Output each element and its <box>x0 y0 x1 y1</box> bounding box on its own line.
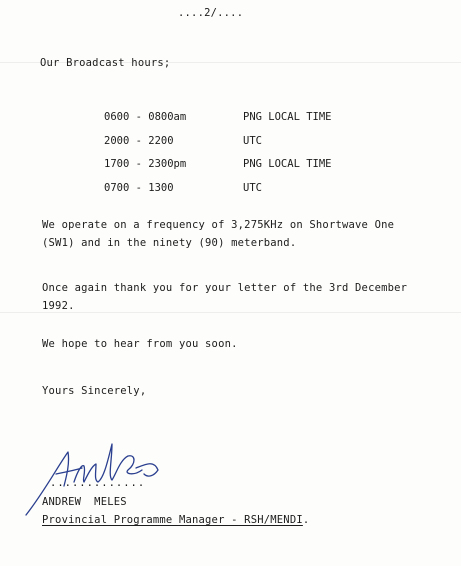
schedule-time: 0700 - 1300 <box>104 182 174 194</box>
schedule-zone: PNG LOCAL TIME <box>243 111 332 123</box>
signatory-title <box>42 513 309 527</box>
schedule-row <box>104 111 404 125</box>
valediction: Yours Sincerely, <box>42 385 147 397</box>
schedule-zone: UTC <box>243 182 262 194</box>
thanks-line: Once again thank you for your letter of the 3rd December <box>42 282 408 294</box>
schedule-zone: PNG LOCAL TIME <box>243 158 332 170</box>
schedule-row <box>104 158 404 172</box>
schedule-time: 0600 - 0800am <box>104 111 187 123</box>
schedule-time: 1700 - 2300pm <box>104 158 187 170</box>
frequency-line: (SW1) and in the ninety (90) meterband. <box>42 237 297 249</box>
intro-line: Our Broadcast hours; <box>40 57 171 69</box>
page-marker: ....2/.... <box>178 7 244 19</box>
signatory-title-main: Provincial Programme Manager - RSH/MENDI <box>42 514 303 526</box>
signatory-title-end: . <box>302 514 310 526</box>
frequency-line: We operate on a frequency of 3,275KHz on Shortwave One <box>42 219 395 231</box>
closing-hope: We hope to hear from you soon. <box>42 338 238 350</box>
signatory-name: ANDREW MELES <box>42 496 127 508</box>
thanks-line: 1992. <box>42 300 75 312</box>
schedule-time: 2000 - 2200 <box>104 135 174 147</box>
signature-dotted-line: ............. <box>50 477 146 489</box>
schedule-row <box>104 135 404 149</box>
schedule-row <box>104 182 404 196</box>
schedule-zone: UTC <box>243 135 262 147</box>
